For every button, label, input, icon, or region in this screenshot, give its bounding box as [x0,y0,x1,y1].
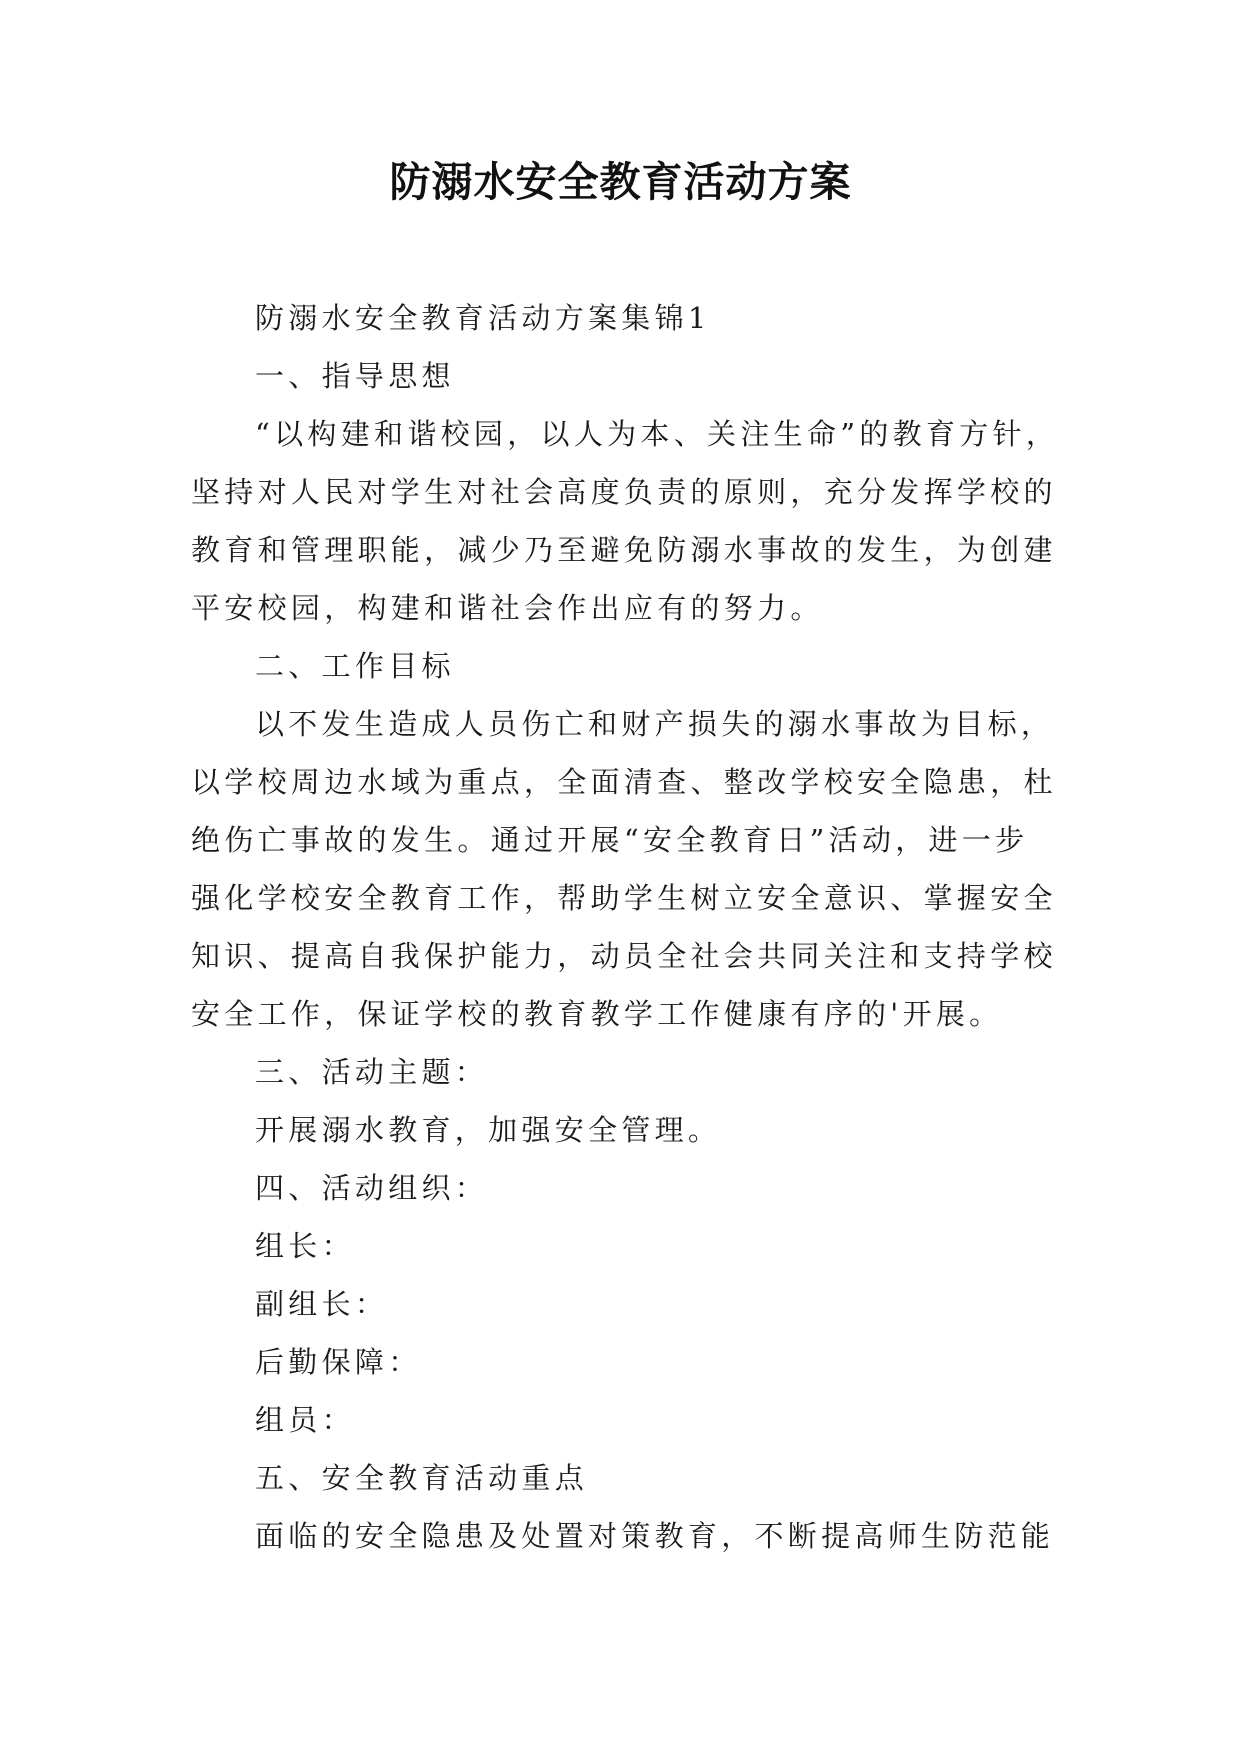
paragraph-line: 强化学校安全教育工作，帮助学生树立安全意识、掌握安全 [191,881,1057,915]
section-heading-3: 三、活动主题： [255,1055,489,1089]
paragraph-line: 教育和管理职能，减少乃至避免防溺水事故的发生，为创建 [191,533,1057,567]
paragraph-line: 知识、提高自我保护能力，动员全社会共同关注和支持学校 [191,939,1057,973]
section-heading-4: 四、活动组织： [255,1171,489,1205]
subtitle-line: 防溺水安全教育活动方案集锦1 [255,301,711,335]
role-line-logistics: 后勤保障： [255,1345,422,1379]
document-title: 防溺水安全教育活动方案 [389,158,852,206]
paragraph-line: 面临的安全隐患及处置对策教育，不断提高师生防范能 [255,1519,1055,1553]
paragraph-line: 坚持对人民对学生对社会高度负责的原则，充分发挥学校的 [191,475,1057,509]
paragraph-line: 绝伤亡事故的发生。通过开展“安全教育日”活动，进一步 [191,823,1029,857]
paragraph-line: 开展溺水教育，加强安全管理。 [255,1113,722,1147]
role-line-leader: 组长： [255,1229,355,1263]
section-heading-1: 一、指导思想 [255,359,455,393]
role-line-deputy: 副组长： [255,1287,389,1321]
paragraph-line: 以不发生造成人员伤亡和财产损失的溺水事故为目标， [255,707,1055,741]
paragraph-line: 安全工作，保证学校的教育教学工作健康有序的'开展。 [191,997,1003,1031]
paragraph-line: “以构建和谐校园，以人为本、关注生命”的教育方针， [255,417,1060,451]
section-heading-2: 二、工作目标 [255,649,455,683]
paragraph-line: 以学校周边水域为重点，全面清查、整改学校安全隐患，杜 [191,765,1057,799]
section-heading-5: 五、安全教育活动重点 [255,1461,589,1495]
paragraph-line: 平安校园，构建和谐社会作出应有的努力。 [191,591,824,625]
role-line-members: 组员： [255,1403,355,1437]
